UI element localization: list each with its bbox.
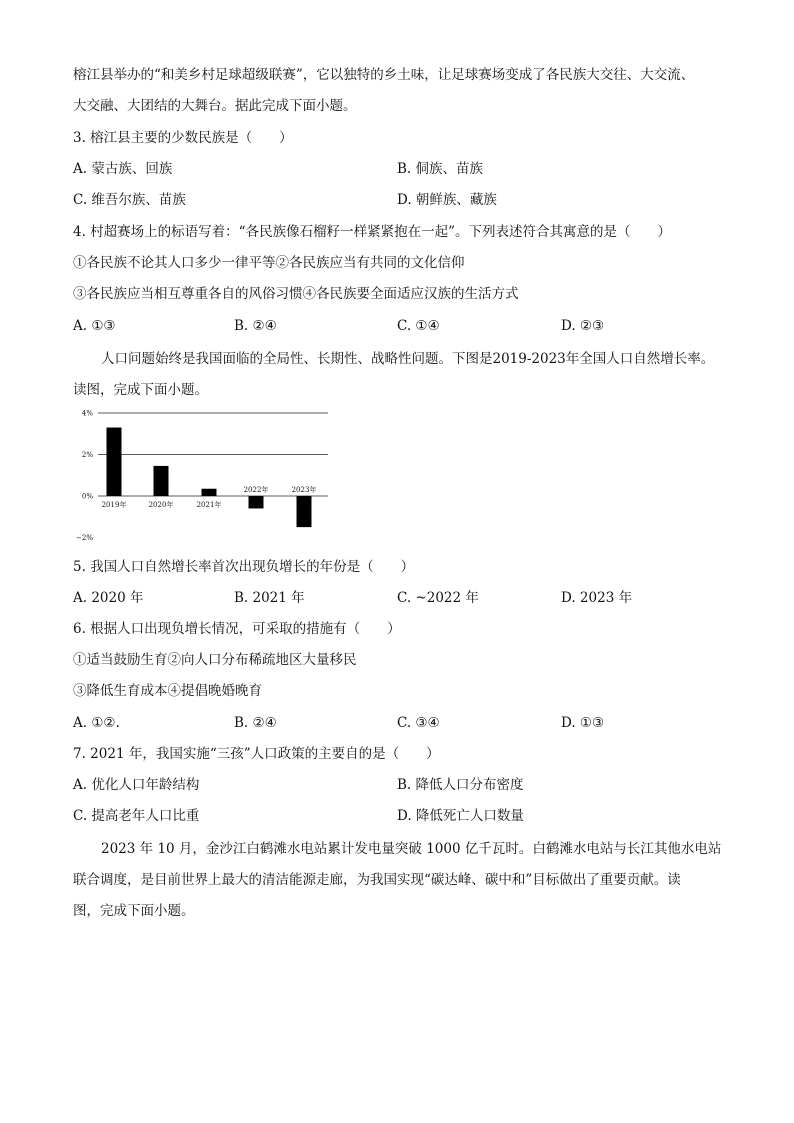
x-tick-label: 2021年 <box>196 501 222 509</box>
question-5-option-d[interactable]: D. 2023 年 <box>561 590 633 606</box>
question-5-option-c[interactable]: C. ~2022 年 <box>397 590 479 606</box>
question-6-stem: 6. 根据人口出现负增长情况，可采取的措施有（ ） <box>73 621 401 637</box>
question-4-items-line-2: ③各民族应当相互尊重各自的风俗习惯④各民族要全面适应汉族的生活方式 <box>73 286 519 302</box>
question-7-option-d[interactable]: D. 降低死亡人口数量 <box>397 808 524 824</box>
chart-x-tick-labels <box>102 485 317 509</box>
population-growth-bar-chart <box>60 405 340 550</box>
question-6-option-c[interactable]: C. ③④ <box>397 715 440 731</box>
chart-y-tick-labels <box>76 410 93 543</box>
question-4-option-c[interactable]: C. ①④ <box>397 318 440 334</box>
question-6-option-b[interactable]: B. ②④ <box>234 715 277 731</box>
passage-2-line-1: 人口问题始终是我国面临的全局性、长期性、战略性问题。下图是2019-2023年全国人口自然增长率。 <box>101 351 715 367</box>
question-4-option-a[interactable]: A. ①③ <box>73 318 116 334</box>
passage-1-line-1: 榕江县举办的“和美乡村足球超级联赛”，它以独特的乡土味，让足球赛场变成了各民族大交往、大交流、 <box>73 67 695 83</box>
question-3-option-b[interactable]: B. 侗族、苗族 <box>397 161 484 177</box>
bar-2022年 <box>249 496 264 508</box>
passage-3-line-3: 图，完成下面小题。 <box>73 903 195 919</box>
passage-3-line-2: 联合调度，是目前世界上最大的清洁能源走廊，为我国实现“碳达峰、碳中和”目标做出了重要贡献。读 <box>73 872 681 888</box>
question-3-option-a[interactable]: A. 蒙古族、回族 <box>73 161 173 177</box>
question-5-option-b[interactable]: B. 2021 年 <box>234 590 305 606</box>
x-tick-label: 2022年 <box>243 486 269 494</box>
question-5-option-a[interactable]: A. 2020 年 <box>73 590 144 606</box>
x-tick-label: 2019年 <box>101 501 127 509</box>
y-tick-label: 4% <box>81 409 93 418</box>
passage-2-line-2: 读图，完成下面小题。 <box>73 382 208 398</box>
question-3-stem: 3. 榕江县主要的少数民族是（ ） <box>73 130 293 146</box>
question-6-option-d[interactable]: D. ①③ <box>561 715 605 731</box>
question-6-items-line-2: ③降低生育成本④提倡晚婚晚育 <box>73 683 262 699</box>
question-3-option-c[interactable]: C. 维吾尔族、苗族 <box>73 192 186 208</box>
question-7-option-c[interactable]: C. 提高老年人口比重 <box>73 808 200 824</box>
x-tick-label: 2023年 <box>291 486 317 494</box>
question-7-stem: 7. 2021 年，我国实施“三孩”人口政策的主要自的是（ ） <box>73 746 440 762</box>
question-7-option-a[interactable]: A. 优化人口年龄结构 <box>73 777 200 793</box>
bar-2020年 <box>154 466 169 496</box>
y-tick-label: 0% <box>81 492 93 501</box>
passage-3-line-1: 2023 年 10 月，金沙江白鹤滩水电站累计发电量突破 1000 亿千瓦时。白鹤滩水电站与长江其他水电站 <box>101 841 722 857</box>
question-7-option-b[interactable]: B. 降低人口分布密度 <box>397 777 524 793</box>
chart-bars <box>107 428 312 528</box>
question-4-stem: 4. 村超赛场上的标语写着：“各民族像石榴籽一样紧紧抱在一起”。下列表述符合其寓意的是（ ） <box>73 224 671 240</box>
question-6-option-a[interactable]: A. ①②. <box>73 715 120 731</box>
x-tick-label: 2020年 <box>148 501 174 509</box>
question-3-option-d[interactable]: D. 朝鲜族、藏族 <box>397 192 497 208</box>
y-tick-label: −2% <box>76 534 93 542</box>
y-tick-label: 2% <box>81 451 93 459</box>
question-4-option-b[interactable]: B. ②④ <box>234 318 277 334</box>
bar-2019年 <box>107 428 122 496</box>
question-4-items-line-1: ①各民族不论其人口多少一律平等②各民族应当有共同的文化信仰 <box>73 255 465 271</box>
passage-1-line-2: 大交融、大团结的大舞台。据此完成下面小题。 <box>73 98 357 114</box>
chart-gridlines <box>98 413 328 496</box>
bar-2023年 <box>297 496 312 527</box>
question-4-option-d[interactable]: D. ②③ <box>561 318 605 334</box>
bar-2021年 <box>202 489 217 496</box>
question-5-stem: 5. 我国人口自然增长率首次出现负增长的年份是（ ） <box>73 559 415 575</box>
question-6-items-line-1: ①适当鼓励生育②向人口分布稀疏地区大量移民 <box>73 652 357 668</box>
